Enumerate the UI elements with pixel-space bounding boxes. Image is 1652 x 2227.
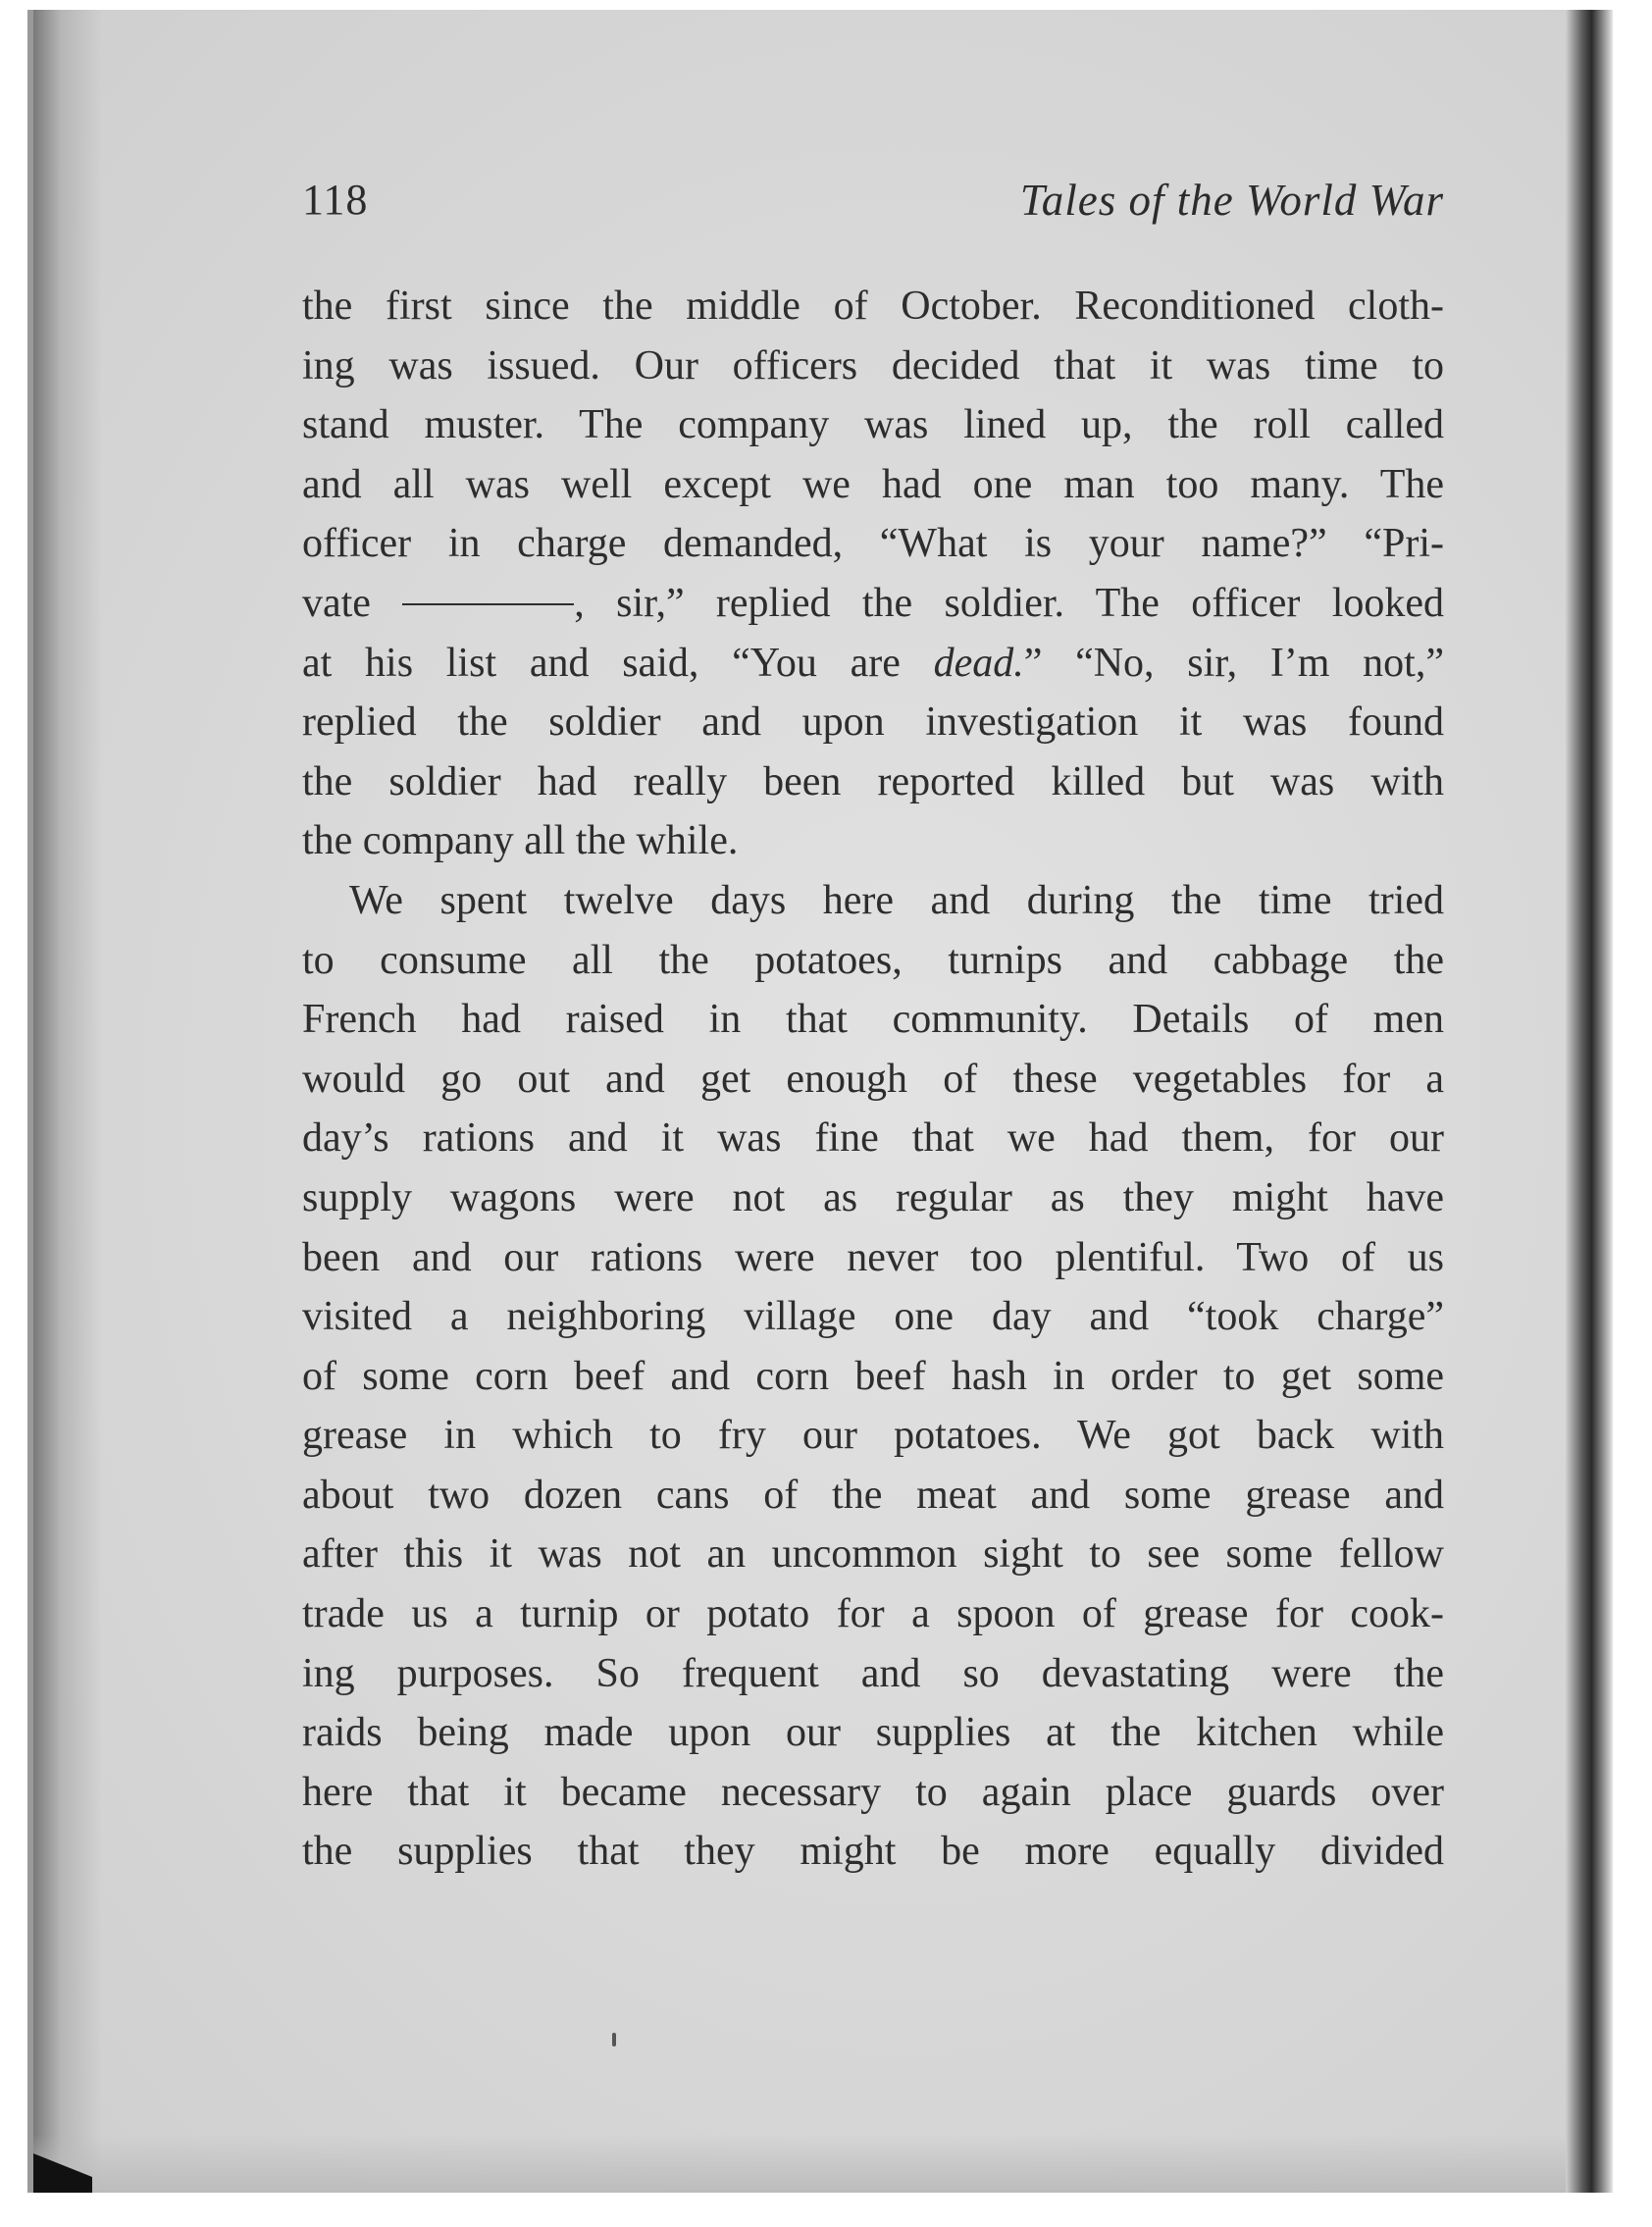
book-spine-edge [1566,10,1613,2193]
text-line: stand muster. The company was lined up, the roll called [302,402,1444,448]
text-line: the supplies that they might be more equally divided [302,1829,1444,1875]
text-line: would go out and get enough of these vegetables for a [302,1056,1444,1102]
text-fragment: , sir,” replied the soldier. The officer looked [574,580,1445,626]
text-line: about two dozen cans of the meat and some grease and [302,1472,1444,1518]
text-line: ing was issued. Our officers decided that it was time to [302,342,1444,388]
text-line: the first since the middle of October. Reconditioned cloth- [302,284,1444,329]
text-line [302,634,1444,694]
body-text [302,277,1444,1882]
running-title: Tales of the World War [1019,176,1444,225]
text-line: trade us a turnip or potato for a spoon of grease for cook- [302,1591,1444,1637]
text-line: of some corn beef and corn beef hash in order to get some [302,1353,1444,1399]
text-line: been and our rations were never too plentiful. Two of us [302,1234,1444,1280]
text-fragment: vate [302,580,403,626]
text-line: officer in charge demanded, “What is your name?” “Pri- [302,521,1444,567]
text-line: the company all the while. [302,818,739,864]
text-line: visited a neighboring village one day and “took charge” [302,1294,1444,1340]
page-number: 118 [302,176,369,224]
text-line: We spent twelve days here and during the time tried [349,877,1444,923]
text-line: supply wagons were not as regular as they might have [302,1174,1444,1220]
text-line: the soldier had really been reported killed but was with [302,758,1444,804]
text-line: to consume all the potatoes, turnips and cabbage the [302,937,1444,983]
text-fragment: ” “No, sir, I’m not,” [1023,640,1444,686]
bottom-edge-shadow [33,2134,1613,2193]
text-line: grease in which to fry our potatoes. We got back with [302,1413,1444,1459]
text-line [302,574,1444,634]
text-line: replied the soldier and upon investigation it was found [302,699,1444,746]
name-redaction-dash [402,603,574,605]
ink-speck [612,2033,616,2046]
text-line: raids being made upon our supplies at the kitchen while [302,1710,1444,1756]
text-line: French had raised in that community. Details of men [302,997,1444,1043]
text-line: here that it became necessary to again place guards over [302,1769,1444,1815]
running-header [302,175,1444,243]
text-line: day’s rations and it was fine that we had them, for our [302,1115,1444,1162]
gutter-shadow [33,10,102,2193]
text-line: and all was well except we had one man too many. The [302,461,1444,507]
text-fragment: at his list and said, “You are [302,640,934,686]
text-line: ing purposes. So frequent and so devastating were the [302,1650,1444,1696]
italic-word: dead. [933,640,1024,686]
text-line: after this it was not an uncommon sight to see some fellow [302,1531,1444,1578]
